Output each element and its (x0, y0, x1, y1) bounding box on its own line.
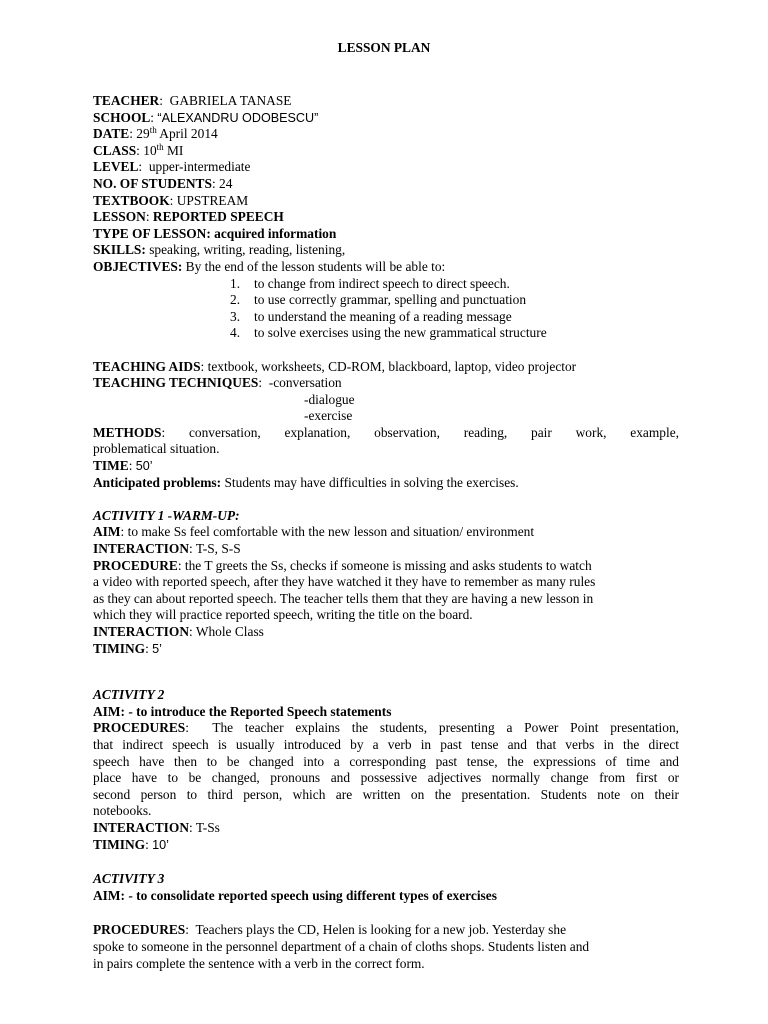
procedure-text: as they can about reported speech. The teacher tells them that they are having a new lesson in (93, 590, 594, 606)
timing-label: TIMING (93, 836, 146, 852)
time-line: TIME: 50’ (93, 458, 153, 474)
objective-text: to change from indirect speech to direct speech. (254, 275, 510, 291)
level-label: LEVEL (93, 159, 139, 175)
type-label: TYPE OF LESSON: (93, 225, 211, 241)
procedures-label: PROCEDURES (93, 720, 186, 736)
procedures-text: in pairs complete the sentence with a verb in the correct form. (93, 955, 425, 971)
students-value: 24 (219, 175, 233, 191)
activity2-interaction: INTERACTION: T-Ss (93, 819, 220, 835)
procedures-text: second person to third person, which are written on the presentation. Students note on their (93, 786, 679, 802)
interaction-value: T-Ss (195, 819, 220, 835)
activity2-timing: TIMING: 10’ (93, 836, 169, 852)
activity3-aim (93, 888, 679, 905)
activity1-interaction: INTERACTION: T-S, S-S (93, 541, 241, 557)
problems-value: Students may have difficulties in solving the exercises. (224, 474, 519, 490)
activity2-procedures (93, 720, 679, 820)
class-rest: MI (163, 142, 184, 158)
skills-value: speaking, writing, reading, listening, (149, 242, 346, 258)
interaction-label: INTERACTION (93, 819, 189, 835)
objective-item (93, 309, 679, 326)
procedures-text: The teacher explains the students, presenting a Power Point presentation, (212, 720, 679, 736)
students-label: NO. OF STUDENTS (93, 175, 212, 191)
class-line: CLASS: 10th MI (93, 141, 184, 158)
objective-text: to use correctly grammar, spelling and punctuation (254, 292, 527, 308)
objective-number: 4. (230, 325, 241, 341)
date-rest: April 2014 (156, 126, 218, 142)
class-num: 10 (143, 142, 157, 158)
document-body (93, 93, 679, 972)
objective-text: to solve exercises using the new grammatical structure (254, 325, 547, 341)
aids-value: textbook, worksheets, CD-ROM, blackboard, laptop, video projector (207, 358, 577, 374)
procedures-text: Teachers plays the CD, Helen is looking for a new job. Yesterday she (195, 922, 567, 938)
interaction-value: T-S, S-S (195, 541, 241, 557)
activity1-heading: ACTIVITY 1 -WARM-UP: (93, 507, 240, 523)
procedures-text: speech have then to be changed into a corresponding past tense, the expressions of time and (93, 753, 679, 769)
activity3-procedures: PROCEDURES: Teachers plays the CD, Helen is looking for a new job. Yesterday she (93, 922, 567, 938)
aids-label: TEACHING AIDS (93, 358, 201, 374)
level-value: upper-intermediate (148, 159, 251, 175)
skills-line (93, 242, 679, 259)
procedures-text: place have to be changed, pronouns and possessive adjectives normally change from first or (93, 770, 679, 786)
type-value: acquired information (214, 225, 337, 241)
lesson-value: REPORTED SPEECH (152, 209, 284, 225)
teacher-label: TEACHER (93, 93, 160, 108)
date-label: DATE (93, 126, 130, 142)
teacher-value: GABRIELA TANASE (169, 93, 292, 108)
textbook-label: TEXTBOOK (93, 192, 170, 208)
aim-label: AIM: (93, 887, 125, 903)
activity3-heading: ACTIVITY 3 (93, 871, 165, 887)
activity2-aim: AIM: - to introduce the Reported Speech statements (93, 703, 392, 719)
time-label: TIME (93, 458, 129, 474)
interaction-value: Whole Class (195, 624, 264, 639)
school-label: SCHOOL (93, 109, 151, 125)
lesson-label: LESSON (93, 209, 146, 225)
skills-label: SKILLS: (93, 242, 146, 258)
methods-label: METHODS (93, 424, 162, 440)
techniques-label: TEACHING TECHNIQUES (93, 375, 259, 391)
activity1-aim: AIM: to make Ss feel comfortable with the new lesson and situation/ environment (93, 524, 535, 540)
objectives-line (93, 259, 679, 276)
objective-item (93, 292, 679, 309)
time-value: 50’ (135, 459, 153, 474)
activity1-procedure: PROCEDURE: the T greets the Ss, checks if someone is missing and asks students to watch (93, 557, 592, 573)
objective-number: 2. (230, 292, 241, 308)
class-suffix: th (156, 141, 164, 152)
teacher-line: TEACHER: GABRIELA TANASE (93, 93, 292, 108)
aim-value: - to consolidate reported speech using different types of exercises (128, 887, 497, 903)
problems-label: Anticipated problems: (93, 474, 222, 490)
level-line: LEVEL: upper-intermediate (93, 159, 251, 175)
activity2-heading: ACTIVITY 2 (93, 687, 165, 703)
procedures-text: notebooks. (93, 803, 152, 819)
aim-label: AIM (93, 703, 121, 719)
activity1-timing: TIMING: 5’ (93, 640, 162, 656)
objective-text: to understand the meaning of a reading message (254, 308, 512, 324)
procedures-label: PROCEDURES (93, 922, 186, 938)
timing-value: 10’ (152, 837, 169, 852)
school-line: SCHOOL: “ALEXANDRU ODOBESCU” (93, 109, 319, 125)
activity1-heading-text: ACTIVITY 1 -WARM-UP (93, 507, 236, 523)
procedures-text: that indirect speech is usually introduced by a verb in past tense and that verbs in the direct (93, 736, 679, 752)
students-line: NO. OF STUDENTS: 24 (93, 175, 233, 191)
procedures-text: spoke to someone in the personnel department of a chain of cloths shops. Students listen and (93, 938, 590, 954)
interaction-label: INTERACTION (93, 541, 189, 557)
timing-value: 5’ (152, 641, 162, 656)
objective-item (93, 276, 679, 293)
class-label: CLASS (93, 142, 137, 158)
objective-number: 1. (230, 275, 241, 291)
procedure-text: which they will practice reported speech, writing the title on the board. (93, 607, 473, 623)
procedures-line: PROCEDURES: The teacher explains the students, presenting a Power Point presentation, (93, 720, 679, 736)
aids-line: TEACHING AIDS: textbook, worksheets, CD-ROM, blackboard, laptop, video projector (93, 358, 577, 374)
technique-item: -dialogue (304, 391, 355, 407)
type-line (93, 226, 679, 243)
page-title: LESSON PLAN (337, 40, 431, 55)
procedure-label: PROCEDURE (93, 557, 178, 573)
aim-value: to make Ss feel comfortable with the new lesson and situation/ environment (127, 524, 535, 540)
methods-line2: problematical situation. (93, 441, 220, 457)
date-suffix: th (149, 125, 157, 136)
lesson-line: LESSON: REPORTED SPEECH (93, 209, 284, 225)
procedure-text: the T greets the Ss, checks if someone is missing and asks students to watch (184, 557, 592, 573)
interaction-label: INTERACTION (93, 624, 189, 639)
technique-item: -exercise (304, 408, 353, 424)
aim-label: AIM (93, 524, 121, 540)
methods-paragraph: METHODS: conversation, explanation, observation, reading, pair work, example, (93, 424, 679, 440)
objectives-intro: By the end of the lesson students will be able to: (185, 258, 446, 274)
textbook-line: TEXTBOOK: UPSTREAM (93, 192, 249, 208)
timing-label: TIMING (93, 640, 146, 656)
date-line: DATE: 29th April 2014 (93, 125, 218, 142)
school-value: “ALEXANDRU ODOBESCU” (157, 110, 319, 125)
procedure-text: a video with reported speech, after they have watched it they have to remember as many rules (93, 574, 596, 590)
aim-value: - to introduce the Reported Speech statements (128, 703, 392, 719)
objectives-label: OBJECTIVES: (93, 258, 183, 274)
problems-line (93, 475, 679, 492)
technique-item: -conversation (268, 375, 342, 391)
date-day: 29 (136, 126, 150, 142)
objective-item (93, 325, 679, 342)
activity1-interaction2: INTERACTION: Whole Class (93, 624, 264, 639)
methods-line1: conversation, explanation, observation, reading, pair work, example, (188, 424, 679, 440)
techniques-line: TEACHING TECHNIQUES: -conversation (93, 375, 342, 391)
textbook-value: UPSTREAM (176, 192, 249, 208)
objective-number: 3. (230, 308, 241, 324)
